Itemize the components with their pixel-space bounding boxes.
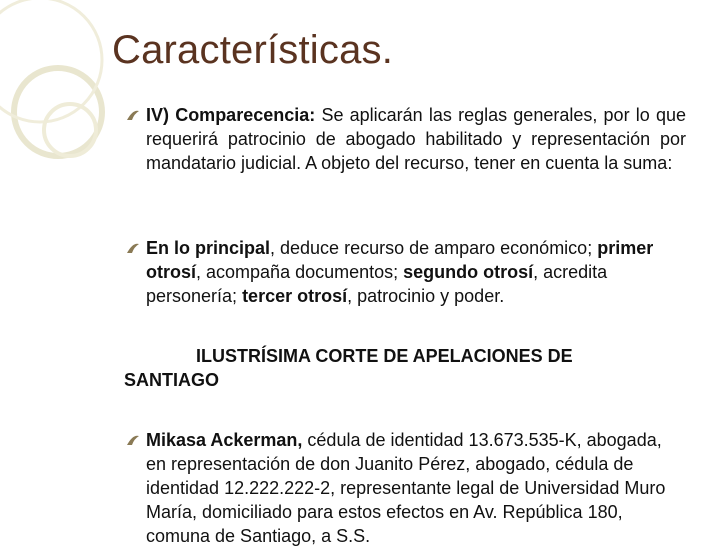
bullet-body: cédula de identidad 13.673.535-K, abogada, en representación de don Juanito Pérez, abogado, cédula de identidad 12.222.222-2, representante legal de Universidad Muro María, domiciliado para estos efectos en Av. República 180, comuna de Santiago, a S.S. bbox=[146, 430, 666, 546]
bullet-compareciente bbox=[126, 428, 686, 548]
bullet-ornament-icon bbox=[126, 108, 140, 122]
bullet-bold-part: En lo principal bbox=[146, 238, 271, 258]
bullet-text bbox=[146, 236, 686, 308]
bullet-part: , deduce recurso de amparo económico; bbox=[270, 238, 598, 258]
court-heading-line1: ILUSTRÍSIMA CORTE DE APELACIONES DE bbox=[196, 346, 573, 366]
bullet-bold-part: primer otrosí bbox=[146, 238, 654, 282]
bullet-bold-part: tercer otrosí bbox=[242, 286, 348, 306]
court-heading-line2: SANTIAGO bbox=[124, 370, 220, 390]
bullet-text bbox=[146, 103, 686, 175]
bullet-ornament-icon bbox=[126, 433, 140, 447]
bullet-part: , acredita personería; bbox=[146, 262, 608, 306]
court-heading bbox=[124, 344, 684, 392]
bullet-ornament-icon bbox=[126, 241, 140, 255]
bullet-body: Se aplicarán las reglas generales, por lo que requerirá patrocinio de abogado habilitado y representación por mandatario judicial. A objeto del recurso, tener en cuenta la suma: bbox=[146, 105, 686, 173]
bullet-bold-lead: Mikasa Ackerman, bbox=[146, 430, 303, 450]
bullet-part: , acompaña documentos; bbox=[196, 262, 404, 282]
bullet-otrosi-list bbox=[126, 236, 686, 308]
bullet-text bbox=[146, 428, 686, 548]
bullet-bold-part: segundo otrosí bbox=[403, 262, 534, 282]
bullet-comparecencia bbox=[126, 103, 686, 175]
slide-title: Características. bbox=[112, 28, 394, 72]
bullet-part: , patrocinio y poder. bbox=[347, 286, 505, 306]
bullet-bold-lead: IV) Comparecencia: bbox=[146, 105, 316, 125]
